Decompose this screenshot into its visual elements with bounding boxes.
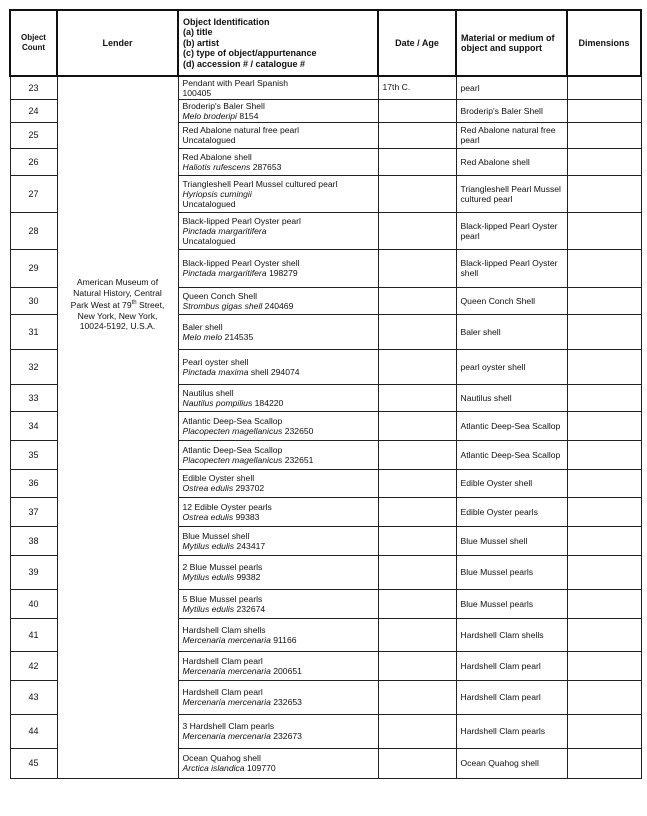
object-count-cell: 25 <box>10 122 57 148</box>
object-count-cell: 40 <box>10 589 57 618</box>
object-identification-cell <box>178 589 378 618</box>
dimensions-cell <box>567 76 641 99</box>
dimensions-cell <box>567 122 641 148</box>
object-count-cell: 42 <box>10 651 57 680</box>
material-cell: Edible Oyster pearls <box>456 497 567 526</box>
scientific-name: Mercenaria mercenaria <box>182 665 271 676</box>
scientific-name: Mytilus edulis <box>182 540 235 551</box>
date-age-cell <box>378 384 456 411</box>
object-count-cell: 30 <box>10 287 57 314</box>
object-title: Pendant with Pearl Spanish <box>182 77 289 88</box>
object-identification-cell <box>178 287 378 314</box>
material-cell: Hardshell Clam pearls <box>456 714 567 748</box>
date-age-cell <box>378 212 456 249</box>
material-cell: Hardshell Clam shells <box>456 618 567 651</box>
object-identifier-line <box>183 162 374 172</box>
object-title: Black-lipped Pearl Oyster shell <box>182 258 300 268</box>
object-table <box>9 9 642 779</box>
dimensions-cell <box>567 618 641 651</box>
accession-number: 99383 <box>235 511 260 522</box>
material-cell: Baler shell <box>456 314 567 349</box>
object-identification-cell <box>178 175 378 212</box>
scientific-name: Placopecten magellanicus <box>182 454 283 465</box>
scientific-name: Arctica islandica <box>182 763 245 773</box>
scientific-name: Mercenaria mercenaria <box>182 634 271 645</box>
date-age-cell <box>378 148 456 175</box>
object-identification-cell <box>178 99 378 122</box>
accession-number: 232673 <box>273 731 302 741</box>
material-cell: Blue Mussel pearls <box>456 589 567 618</box>
object-identifier-line <box>183 572 374 582</box>
object-identification-cell <box>178 526 378 555</box>
object-identifier-line <box>183 332 374 342</box>
object-count-cell: 45 <box>10 748 57 778</box>
header-ident-line: (b) artist <box>183 37 219 48</box>
dimensions-cell <box>567 175 641 212</box>
date-age-cell <box>378 99 456 122</box>
object-identification-cell <box>178 249 378 287</box>
object-identifier-line <box>183 426 374 436</box>
object-identifier-line <box>183 398 374 408</box>
object-identification-cell <box>178 618 378 651</box>
catalogue-text: Uncatalogued <box>182 135 236 145</box>
object-identification-cell <box>178 212 378 249</box>
object-identifier-line <box>183 111 374 121</box>
object-count-cell: 26 <box>10 148 57 175</box>
object-identification-cell <box>178 76 378 99</box>
header-row <box>10 10 641 76</box>
accession-number: 214535 <box>224 331 254 342</box>
scientific-name: Strombus gigas shell <box>182 300 263 311</box>
date-age-cell <box>378 440 456 469</box>
table-body <box>10 76 641 778</box>
date-age-cell <box>378 555 456 589</box>
material-cell: Atlantic Deep-Sea Scallop <box>456 411 567 440</box>
dimensions-cell <box>567 440 641 469</box>
object-identifier-line <box>183 697 374 707</box>
catalogue-text: Uncatalogued <box>182 198 236 209</box>
date-age-cell <box>378 349 456 384</box>
header-date-age: Date / Age <box>378 10 456 76</box>
object-count-cell: 36 <box>10 469 57 497</box>
lender-superscript: th <box>131 300 137 307</box>
material-cell: Atlantic Deep-Sea Scallop <box>456 440 567 469</box>
header-identification <box>178 10 378 76</box>
dimensions-cell <box>567 748 641 778</box>
loan-object-list <box>9 9 642 779</box>
object-count-cell: 32 <box>10 349 57 384</box>
object-identifier-line <box>183 731 374 741</box>
object-identification-cell <box>178 349 378 384</box>
material-cell: Blue Mussel pearls <box>456 555 567 589</box>
lender-cell <box>57 76 178 778</box>
object-identifier-line <box>183 189 374 199</box>
object-count-cell: 35 <box>10 440 57 469</box>
object-identification-cell <box>178 314 378 349</box>
header-ident-line: (a) title <box>183 27 213 38</box>
dimensions-cell <box>567 99 641 122</box>
object-title: Atlantic Deep-Sea Scallop <box>182 444 283 455</box>
object-identification-cell <box>178 469 378 497</box>
date-age-cell: 17th C. <box>378 76 456 99</box>
scientific-name: Mytilus edulis <box>182 603 235 614</box>
object-title: Queen Conch Shell <box>182 290 258 301</box>
object-title: 5 Blue Mussel pearls <box>182 593 263 604</box>
dimensions-cell <box>567 411 641 440</box>
scientific-name: Placopecten magellanicus <box>182 425 283 436</box>
object-identifier-line <box>183 483 374 493</box>
catalogue-text: Uncatalogued <box>182 235 236 246</box>
accession-number: 243417 <box>236 540 266 551</box>
object-title: Black-lipped Pearl Oyster pearl <box>182 215 301 226</box>
date-age-cell <box>378 651 456 680</box>
object-count-cell: 43 <box>10 680 57 714</box>
dimensions-cell <box>567 526 641 555</box>
scientific-name: Nautilus pompilius <box>182 397 253 408</box>
header-lender: Lender <box>57 10 178 76</box>
material-cell: Broderip's Baler Shell <box>456 99 567 122</box>
date-age-cell <box>378 497 456 526</box>
date-age-cell <box>378 526 456 555</box>
scientific-name: Hyriopsis cumingii <box>182 188 252 199</box>
date-age-cell <box>378 287 456 314</box>
object-identifier-line <box>183 236 374 246</box>
object-title: Broderip's Baler Shell <box>182 100 265 111</box>
object-count-cell: 27 <box>10 175 57 212</box>
accession-number: 232653 <box>273 697 302 707</box>
accession-number: 232651 <box>284 454 314 465</box>
catalogue-text: 100405 <box>182 87 212 98</box>
header-ident-line: (c) type of object/appurtenance <box>183 48 317 59</box>
object-title: Red Abalone natural free pearl <box>182 125 300 135</box>
object-count-cell: 44 <box>10 714 57 748</box>
object-title: Ocean Quahog shell <box>182 753 261 763</box>
object-identifier-line <box>183 88 374 98</box>
object-identifier-line <box>183 604 374 614</box>
material-cell: Blue Mussel shell <box>456 526 567 555</box>
dimensions-cell <box>567 287 641 314</box>
object-identifier-line <box>183 512 374 522</box>
material-cell: Triangleshell Pearl Mussel cultured pearl <box>456 175 567 212</box>
object-title: Edible Oyster shell <box>182 473 255 483</box>
material-cell: Edible Oyster shell <box>456 469 567 497</box>
object-identifier-line <box>183 635 374 645</box>
object-title: Pearl oyster shell <box>182 356 249 367</box>
lender-address <box>64 277 172 331</box>
object-title: Nautilus shell <box>182 387 234 398</box>
object-identifier-line <box>183 199 374 209</box>
object-identifier-line <box>183 226 374 236</box>
object-identifier-line <box>183 666 374 676</box>
object-identification-cell <box>178 651 378 680</box>
material-cell: Ocean Quahog shell <box>456 748 567 778</box>
object-title: 3 Hardshell Clam pearls <box>182 721 275 731</box>
accession-number: 184220 <box>254 397 284 408</box>
dimensions-cell <box>567 680 641 714</box>
date-age-cell <box>378 680 456 714</box>
dimensions-cell <box>567 469 641 497</box>
dimensions-cell <box>567 148 641 175</box>
object-count-cell: 24 <box>10 99 57 122</box>
scientific-name: Pinctada margaritifera <box>182 268 267 278</box>
object-identifier-line <box>183 541 374 551</box>
object-title: Red Abalone shell <box>182 151 252 162</box>
accession-number: 99382 <box>236 572 261 582</box>
object-identifier-line <box>183 763 374 773</box>
object-count-cell: 28 <box>10 212 57 249</box>
object-identification-cell <box>178 555 378 589</box>
object-count-cell: 29 <box>10 249 57 287</box>
object-title: Hardshell Clam pearl <box>182 655 263 666</box>
object-title: Triangleshell Pearl Mussel cultured pearl <box>182 178 338 189</box>
lender-text: Street, New York, New York, 10024-5192, U.S.A. <box>77 300 165 332</box>
object-identifier-line <box>183 367 374 377</box>
object-count-cell: 37 <box>10 497 57 526</box>
dimensions-cell <box>567 349 641 384</box>
accession-number: 198279 <box>268 268 298 278</box>
header-ident-line: (d) accession # / catalogue # <box>183 58 306 69</box>
header-ident-line: Object Identification <box>183 16 270 27</box>
object-identifier-line <box>183 301 374 311</box>
object-count-cell: 38 <box>10 526 57 555</box>
object-identifier-line <box>183 268 374 278</box>
accession-number: 232674 <box>236 603 266 614</box>
date-age-cell <box>378 469 456 497</box>
object-count-cell: 33 <box>10 384 57 411</box>
object-title: Blue Mussel shell <box>182 530 250 541</box>
scientific-name: Mytilus edulis <box>182 572 235 582</box>
scientific-name: Ostrea edulis <box>182 511 234 522</box>
accession-number: 287653 <box>252 161 282 172</box>
material-cell: Nautilus shell <box>456 384 567 411</box>
material-cell: Red Abalone shell <box>456 148 567 175</box>
accession-number: 232650 <box>284 425 314 436</box>
object-count-cell: 34 <box>10 411 57 440</box>
object-identification-cell <box>178 148 378 175</box>
object-title: Hardshell Clam pearl <box>182 687 263 697</box>
dimensions-cell <box>567 314 641 349</box>
lender-text: American Museum of Natural History, Central Park West at 79 <box>70 277 162 311</box>
material-cell: pearl oyster shell <box>456 349 567 384</box>
accession-number: 109770 <box>246 763 276 773</box>
scientific-name: Melo melo <box>182 331 223 342</box>
dimensions-cell <box>567 212 641 249</box>
scientific-name: Melo broderipi <box>182 110 237 121</box>
dimensions-cell <box>567 555 641 589</box>
dimensions-cell <box>567 384 641 411</box>
accession-number: 91166 <box>273 634 297 645</box>
object-title: Hardshell Clam shells <box>182 624 266 635</box>
material-cell: Queen Conch Shell <box>456 287 567 314</box>
object-identification-cell <box>178 748 378 778</box>
date-age-cell <box>378 714 456 748</box>
dimensions-cell <box>567 651 641 680</box>
date-age-cell <box>378 249 456 287</box>
dimensions-cell <box>567 249 641 287</box>
object-identifier-line <box>183 455 374 465</box>
material-cell: Hardshell Clam pearl <box>456 651 567 680</box>
date-age-cell <box>378 618 456 651</box>
scientific-name: Mercenaria mercenaria <box>182 697 271 707</box>
object-count-cell: 23 <box>10 76 57 99</box>
scientific-name: Mercenaria mercenaria <box>182 731 271 741</box>
material-cell: Red Abalone natural free pearl <box>456 122 567 148</box>
header-dimensions: Dimensions <box>567 10 641 76</box>
scientific-name: Pinctada margaritifera <box>182 225 267 236</box>
object-title: 12 Edible Oyster pearls <box>182 501 272 512</box>
date-age-cell <box>378 314 456 349</box>
object-identifier-line <box>183 135 374 145</box>
accession-number: 240469 <box>264 300 294 311</box>
object-identification-cell <box>178 440 378 469</box>
object-title: Baler shell <box>182 321 223 332</box>
object-count-cell: 41 <box>10 618 57 651</box>
object-identification-cell <box>178 714 378 748</box>
dimensions-cell <box>567 714 641 748</box>
object-identification-cell <box>178 122 378 148</box>
object-identification-cell <box>178 497 378 526</box>
header-material: Material or medium of object and support <box>456 10 567 76</box>
header-object-count: Object Count <box>10 10 57 76</box>
accession-number: 200651 <box>273 665 302 676</box>
material-cell: Hardshell Clam pearl <box>456 680 567 714</box>
object-identification-cell <box>178 384 378 411</box>
dimensions-cell <box>567 589 641 618</box>
object-count-cell: 39 <box>10 555 57 589</box>
date-age-cell <box>378 589 456 618</box>
object-title: Atlantic Deep-Sea Scallop <box>182 415 283 426</box>
material-cell: Black-lipped Pearl Oyster shell <box>456 249 567 287</box>
date-age-cell <box>378 411 456 440</box>
accession-number: shell 294074 <box>250 366 300 377</box>
material-cell: pearl <box>456 76 567 99</box>
date-age-cell <box>378 748 456 778</box>
object-title: 2 Blue Mussel pearls <box>182 562 263 572</box>
object-identification-cell <box>178 680 378 714</box>
dimensions-cell <box>567 497 641 526</box>
table-row <box>10 76 641 99</box>
accession-number: 8154 <box>239 110 259 121</box>
accession-number: 293702 <box>235 483 265 493</box>
object-count-cell: 31 <box>10 314 57 349</box>
scientific-name: Haliotis rufescens <box>182 161 251 172</box>
object-identification-cell <box>178 411 378 440</box>
scientific-name: Pinctada maxima <box>182 366 249 377</box>
date-age-cell <box>378 122 456 148</box>
scientific-name: Ostrea edulis <box>182 483 234 493</box>
material-cell: Black-lipped Pearl Oyster pearl <box>456 212 567 249</box>
date-age-cell <box>378 175 456 212</box>
